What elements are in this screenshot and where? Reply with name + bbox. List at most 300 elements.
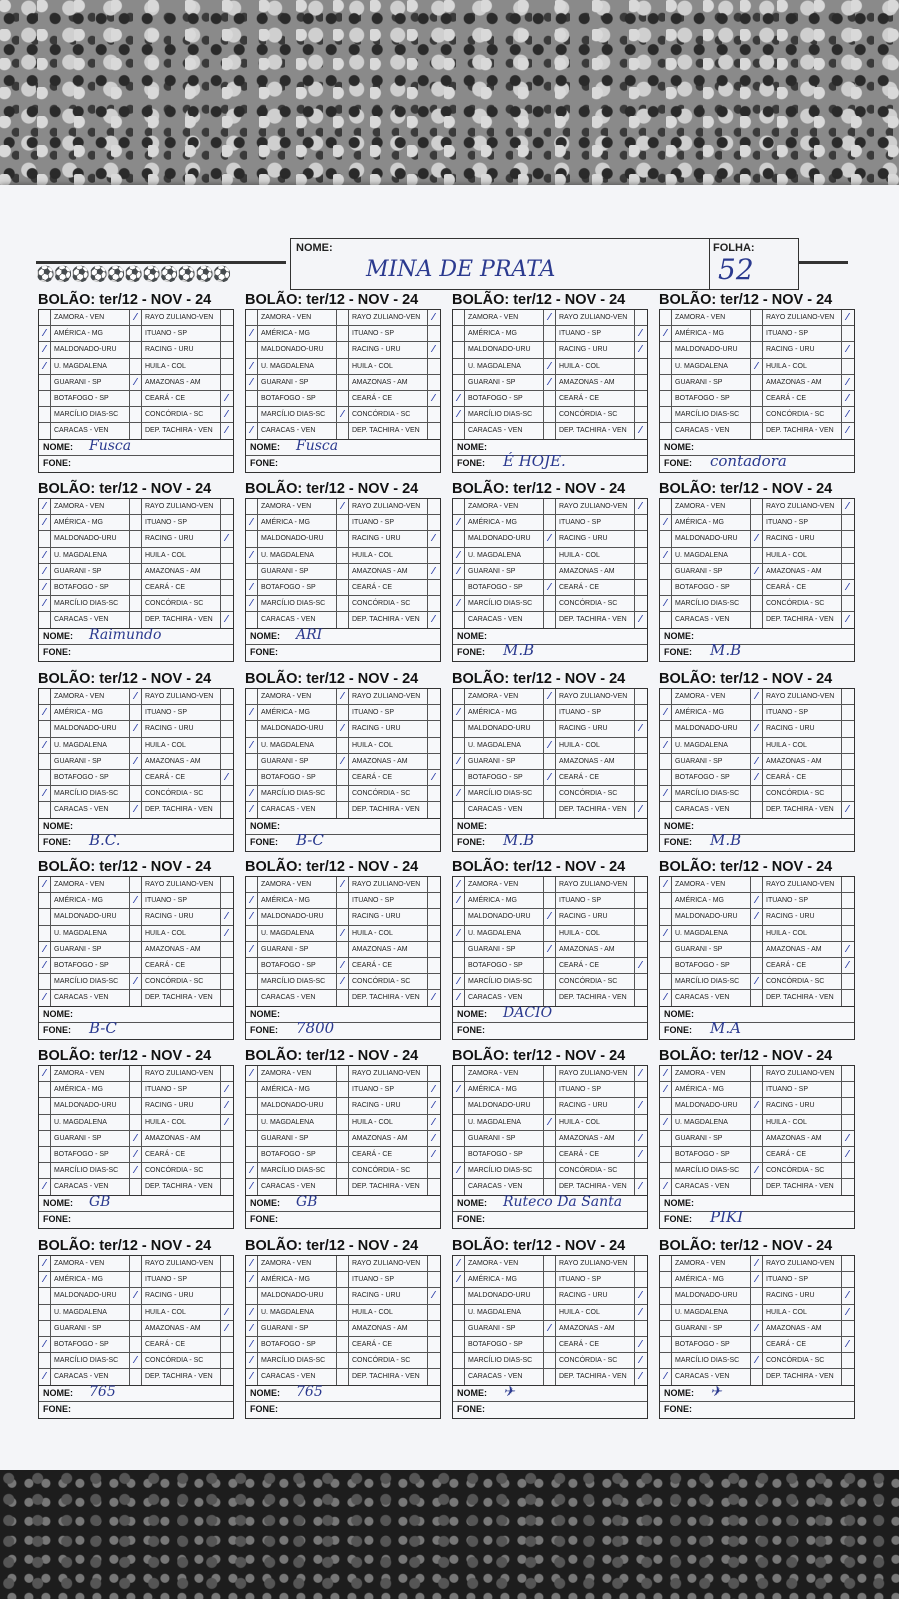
- away-pick-box[interactable]: [221, 612, 232, 627]
- home-pick-box[interactable]: [453, 391, 465, 406]
- home-pick-box[interactable]: [246, 612, 258, 627]
- draw-pick-box[interactable]: [751, 754, 763, 769]
- home-pick-box[interactable]: [660, 359, 672, 374]
- home-pick-box[interactable]: [39, 877, 51, 892]
- away-pick-box[interactable]: [842, 942, 853, 957]
- away-pick-box[interactable]: [842, 310, 853, 325]
- away-pick-box[interactable]: [428, 786, 439, 801]
- away-pick-box[interactable]: [428, 1288, 439, 1303]
- draw-pick-box[interactable]: [751, 1115, 763, 1130]
- away-pick-box[interactable]: [635, 1163, 646, 1178]
- home-pick-box[interactable]: [246, 802, 258, 817]
- home-pick-box[interactable]: [246, 1256, 258, 1271]
- draw-pick-box[interactable]: [337, 612, 349, 627]
- home-pick-box[interactable]: [246, 958, 258, 973]
- draw-pick-box[interactable]: [337, 942, 349, 957]
- sheet-name-box[interactable]: [290, 238, 710, 290]
- draw-pick-box[interactable]: [544, 958, 556, 973]
- home-pick-box[interactable]: [453, 958, 465, 973]
- home-pick-box[interactable]: [453, 1353, 465, 1368]
- away-pick-box[interactable]: [428, 342, 439, 357]
- draw-pick-box[interactable]: [337, 754, 349, 769]
- home-pick-box[interactable]: [660, 1098, 672, 1113]
- home-pick-box[interactable]: [246, 942, 258, 957]
- draw-pick-box[interactable]: [130, 754, 142, 769]
- nome-value[interactable]: 765: [89, 1383, 116, 1400]
- home-pick-box[interactable]: [39, 1305, 51, 1320]
- away-pick-box[interactable]: [221, 738, 232, 753]
- draw-pick-box[interactable]: [130, 942, 142, 957]
- away-pick-box[interactable]: [221, 770, 232, 785]
- home-pick-box[interactable]: [660, 1066, 672, 1081]
- home-pick-box[interactable]: [660, 1082, 672, 1097]
- home-pick-box[interactable]: [453, 990, 465, 1005]
- away-pick-box[interactable]: [635, 705, 646, 720]
- away-pick-box[interactable]: [221, 1337, 232, 1352]
- away-pick-box[interactable]: [428, 738, 439, 753]
- home-pick-box[interactable]: [39, 548, 51, 563]
- home-pick-box[interactable]: [39, 802, 51, 817]
- away-pick-box[interactable]: [842, 990, 853, 1005]
- away-pick-box[interactable]: [635, 310, 646, 325]
- home-pick-box[interactable]: [660, 738, 672, 753]
- draw-pick-box[interactable]: [130, 326, 142, 341]
- draw-pick-box[interactable]: [751, 359, 763, 374]
- draw-pick-box[interactable]: [130, 770, 142, 785]
- home-pick-box[interactable]: [453, 423, 465, 438]
- home-pick-box[interactable]: [660, 1256, 672, 1271]
- away-pick-box[interactable]: [428, 407, 439, 422]
- home-pick-box[interactable]: [246, 359, 258, 374]
- home-pick-box[interactable]: [39, 1337, 51, 1352]
- home-pick-box[interactable]: [39, 407, 51, 422]
- draw-pick-box[interactable]: [130, 580, 142, 595]
- home-pick-box[interactable]: [660, 375, 672, 390]
- away-pick-box[interactable]: [221, 990, 232, 1005]
- away-pick-box[interactable]: [842, 612, 853, 627]
- away-pick-box[interactable]: [221, 802, 232, 817]
- home-pick-box[interactable]: [246, 1305, 258, 1320]
- home-pick-box[interactable]: [39, 958, 51, 973]
- home-pick-box[interactable]: [453, 1066, 465, 1081]
- draw-pick-box[interactable]: [544, 1369, 556, 1384]
- draw-pick-box[interactable]: [544, 1272, 556, 1287]
- away-pick-box[interactable]: [428, 1337, 439, 1352]
- home-pick-box[interactable]: [246, 310, 258, 325]
- draw-pick-box[interactable]: [130, 375, 142, 390]
- draw-pick-box[interactable]: [130, 1272, 142, 1287]
- sheet-number-box[interactable]: [708, 238, 799, 290]
- away-pick-box[interactable]: [428, 1256, 439, 1271]
- draw-pick-box[interactable]: [337, 1163, 349, 1178]
- away-pick-box[interactable]: [428, 974, 439, 989]
- home-pick-box[interactable]: [660, 958, 672, 973]
- away-pick-box[interactable]: [428, 531, 439, 546]
- home-pick-box[interactable]: [39, 391, 51, 406]
- draw-pick-box[interactable]: [544, 721, 556, 736]
- away-pick-box[interactable]: [428, 958, 439, 973]
- away-pick-box[interactable]: [221, 705, 232, 720]
- away-pick-box[interactable]: [428, 802, 439, 817]
- away-pick-box[interactable]: [221, 926, 232, 941]
- draw-pick-box[interactable]: [544, 612, 556, 627]
- fone-value[interactable]: É HOJE.: [503, 451, 566, 470]
- away-pick-box[interactable]: [221, 893, 232, 908]
- away-pick-box[interactable]: [635, 499, 646, 514]
- home-pick-box[interactable]: [246, 1163, 258, 1178]
- home-pick-box[interactable]: [660, 1288, 672, 1303]
- home-pick-box[interactable]: [660, 564, 672, 579]
- home-pick-box[interactable]: [39, 1082, 51, 1097]
- home-pick-box[interactable]: [246, 375, 258, 390]
- home-pick-box[interactable]: [39, 359, 51, 374]
- home-pick-box[interactable]: [660, 786, 672, 801]
- draw-pick-box[interactable]: [130, 1337, 142, 1352]
- away-pick-box[interactable]: [221, 1353, 232, 1368]
- draw-pick-box[interactable]: [751, 942, 763, 957]
- fone-value[interactable]: M.B: [710, 830, 742, 849]
- home-pick-box[interactable]: [660, 391, 672, 406]
- away-pick-box[interactable]: [428, 1098, 439, 1113]
- draw-pick-box[interactable]: [544, 926, 556, 941]
- draw-pick-box[interactable]: [751, 705, 763, 720]
- draw-pick-box[interactable]: [544, 1163, 556, 1178]
- home-pick-box[interactable]: [39, 721, 51, 736]
- draw-pick-box[interactable]: [337, 738, 349, 753]
- home-pick-box[interactable]: [453, 1147, 465, 1162]
- draw-pick-box[interactable]: [337, 1131, 349, 1146]
- draw-pick-box[interactable]: [130, 1321, 142, 1336]
- draw-pick-box[interactable]: [544, 1337, 556, 1352]
- home-pick-box[interactable]: [660, 770, 672, 785]
- draw-pick-box[interactable]: [751, 990, 763, 1005]
- away-pick-box[interactable]: [635, 1147, 646, 1162]
- home-pick-box[interactable]: [39, 515, 51, 530]
- home-pick-box[interactable]: [453, 1115, 465, 1130]
- home-pick-box[interactable]: [39, 580, 51, 595]
- draw-pick-box[interactable]: [130, 1256, 142, 1271]
- home-pick-box[interactable]: [453, 548, 465, 563]
- draw-pick-box[interactable]: [130, 596, 142, 611]
- home-pick-box[interactable]: [39, 942, 51, 957]
- draw-pick-box[interactable]: [751, 721, 763, 736]
- away-pick-box[interactable]: [428, 877, 439, 892]
- home-pick-box[interactable]: [39, 689, 51, 704]
- draw-pick-box[interactable]: [337, 802, 349, 817]
- away-pick-box[interactable]: [221, 1369, 232, 1384]
- home-pick-box[interactable]: [660, 877, 672, 892]
- draw-pick-box[interactable]: [337, 596, 349, 611]
- away-pick-box[interactable]: [221, 1272, 232, 1287]
- away-pick-box[interactable]: [842, 1369, 853, 1384]
- away-pick-box[interactable]: [635, 612, 646, 627]
- away-pick-box[interactable]: [635, 1131, 646, 1146]
- draw-pick-box[interactable]: [751, 1288, 763, 1303]
- home-pick-box[interactable]: [39, 738, 51, 753]
- home-pick-box[interactable]: [453, 802, 465, 817]
- home-pick-box[interactable]: [453, 721, 465, 736]
- home-pick-box[interactable]: [453, 770, 465, 785]
- home-pick-box[interactable]: [660, 1147, 672, 1162]
- away-pick-box[interactable]: [428, 612, 439, 627]
- draw-pick-box[interactable]: [751, 689, 763, 704]
- draw-pick-box[interactable]: [130, 342, 142, 357]
- draw-pick-box[interactable]: [130, 548, 142, 563]
- draw-pick-box[interactable]: [544, 342, 556, 357]
- home-pick-box[interactable]: [246, 499, 258, 514]
- draw-pick-box[interactable]: [130, 721, 142, 736]
- draw-pick-box[interactable]: [544, 1321, 556, 1336]
- draw-pick-box[interactable]: [130, 499, 142, 514]
- away-pick-box[interactable]: [842, 770, 853, 785]
- away-pick-box[interactable]: [428, 359, 439, 374]
- draw-pick-box[interactable]: [751, 310, 763, 325]
- away-pick-box[interactable]: [428, 391, 439, 406]
- home-pick-box[interactable]: [660, 342, 672, 357]
- home-pick-box[interactable]: [660, 310, 672, 325]
- home-pick-box[interactable]: [453, 375, 465, 390]
- home-pick-box[interactable]: [453, 1256, 465, 1271]
- away-pick-box[interactable]: [635, 1179, 646, 1194]
- home-pick-box[interactable]: [660, 612, 672, 627]
- home-pick-box[interactable]: [660, 499, 672, 514]
- fone-value[interactable]: B-C: [296, 830, 324, 849]
- draw-pick-box[interactable]: [130, 958, 142, 973]
- away-pick-box[interactable]: [428, 754, 439, 769]
- draw-pick-box[interactable]: [130, 1163, 142, 1178]
- away-pick-box[interactable]: [428, 326, 439, 341]
- home-pick-box[interactable]: [246, 515, 258, 530]
- draw-pick-box[interactable]: [544, 802, 556, 817]
- away-pick-box[interactable]: [221, 721, 232, 736]
- home-pick-box[interactable]: [246, 974, 258, 989]
- away-pick-box[interactable]: [635, 596, 646, 611]
- draw-pick-box[interactable]: [130, 515, 142, 530]
- draw-pick-box[interactable]: [337, 375, 349, 390]
- away-pick-box[interactable]: [221, 423, 232, 438]
- home-pick-box[interactable]: [453, 1369, 465, 1384]
- nome-value[interactable]: DACIO: [503, 1004, 553, 1021]
- draw-pick-box[interactable]: [544, 893, 556, 908]
- home-pick-box[interactable]: [246, 770, 258, 785]
- home-pick-box[interactable]: [453, 326, 465, 341]
- away-pick-box[interactable]: [635, 1305, 646, 1320]
- draw-pick-box[interactable]: [130, 423, 142, 438]
- away-pick-box[interactable]: [842, 705, 853, 720]
- draw-pick-box[interactable]: [337, 359, 349, 374]
- draw-pick-box[interactable]: [544, 1179, 556, 1194]
- home-pick-box[interactable]: [246, 423, 258, 438]
- away-pick-box[interactable]: [635, 738, 646, 753]
- draw-pick-box[interactable]: [337, 564, 349, 579]
- away-pick-box[interactable]: [842, 974, 853, 989]
- draw-pick-box[interactable]: [751, 1256, 763, 1271]
- home-pick-box[interactable]: [660, 1272, 672, 1287]
- draw-pick-box[interactable]: [337, 515, 349, 530]
- away-pick-box[interactable]: [221, 1131, 232, 1146]
- draw-pick-box[interactable]: [130, 391, 142, 406]
- home-pick-box[interactable]: [39, 342, 51, 357]
- draw-pick-box[interactable]: [751, 1082, 763, 1097]
- home-pick-box[interactable]: [39, 375, 51, 390]
- draw-pick-box[interactable]: [337, 926, 349, 941]
- away-pick-box[interactable]: [428, 1353, 439, 1368]
- draw-pick-box[interactable]: [130, 990, 142, 1005]
- draw-pick-box[interactable]: [337, 721, 349, 736]
- home-pick-box[interactable]: [453, 564, 465, 579]
- away-pick-box[interactable]: [635, 1321, 646, 1336]
- home-pick-box[interactable]: [39, 423, 51, 438]
- draw-pick-box[interactable]: [130, 531, 142, 546]
- draw-pick-box[interactable]: [544, 359, 556, 374]
- away-pick-box[interactable]: [428, 990, 439, 1005]
- away-pick-box[interactable]: [842, 877, 853, 892]
- draw-pick-box[interactable]: [130, 1288, 142, 1303]
- draw-pick-box[interactable]: [544, 974, 556, 989]
- home-pick-box[interactable]: [453, 310, 465, 325]
- draw-pick-box[interactable]: [130, 1131, 142, 1146]
- away-pick-box[interactable]: [635, 1066, 646, 1081]
- away-pick-box[interactable]: [842, 1321, 853, 1336]
- home-pick-box[interactable]: [246, 1321, 258, 1336]
- draw-pick-box[interactable]: [337, 877, 349, 892]
- home-pick-box[interactable]: [660, 531, 672, 546]
- fone-value[interactable]: M.B: [503, 640, 535, 659]
- away-pick-box[interactable]: [635, 877, 646, 892]
- away-pick-box[interactable]: [221, 877, 232, 892]
- away-pick-box[interactable]: [635, 893, 646, 908]
- draw-pick-box[interactable]: [751, 564, 763, 579]
- home-pick-box[interactable]: [39, 1256, 51, 1271]
- draw-pick-box[interactable]: [130, 802, 142, 817]
- home-pick-box[interactable]: [39, 770, 51, 785]
- away-pick-box[interactable]: [635, 1115, 646, 1130]
- away-pick-box[interactable]: [221, 515, 232, 530]
- draw-pick-box[interactable]: [751, 548, 763, 563]
- home-pick-box[interactable]: [39, 531, 51, 546]
- away-pick-box[interactable]: [635, 926, 646, 941]
- home-pick-box[interactable]: [453, 909, 465, 924]
- home-pick-box[interactable]: [246, 1131, 258, 1146]
- draw-pick-box[interactable]: [544, 580, 556, 595]
- away-pick-box[interactable]: [221, 1098, 232, 1113]
- away-pick-box[interactable]: [842, 1163, 853, 1178]
- draw-pick-box[interactable]: [337, 391, 349, 406]
- draw-pick-box[interactable]: [544, 1066, 556, 1081]
- away-pick-box[interactable]: [842, 893, 853, 908]
- home-pick-box[interactable]: [246, 990, 258, 1005]
- home-pick-box[interactable]: [246, 1115, 258, 1130]
- draw-pick-box[interactable]: [337, 1353, 349, 1368]
- draw-pick-box[interactable]: [130, 738, 142, 753]
- home-pick-box[interactable]: [246, 893, 258, 908]
- home-pick-box[interactable]: [246, 531, 258, 546]
- draw-pick-box[interactable]: [130, 1098, 142, 1113]
- draw-pick-box[interactable]: [751, 515, 763, 530]
- home-pick-box[interactable]: [39, 1353, 51, 1368]
- away-pick-box[interactable]: [842, 689, 853, 704]
- away-pick-box[interactable]: [635, 531, 646, 546]
- draw-pick-box[interactable]: [544, 689, 556, 704]
- home-pick-box[interactable]: [660, 1131, 672, 1146]
- away-pick-box[interactable]: [842, 1082, 853, 1097]
- home-pick-box[interactable]: [453, 689, 465, 704]
- away-pick-box[interactable]: [428, 770, 439, 785]
- home-pick-box[interactable]: [39, 1098, 51, 1113]
- draw-pick-box[interactable]: [751, 1353, 763, 1368]
- away-pick-box[interactable]: [635, 802, 646, 817]
- away-pick-box[interactable]: [842, 721, 853, 736]
- away-pick-box[interactable]: [842, 802, 853, 817]
- home-pick-box[interactable]: [39, 926, 51, 941]
- draw-pick-box[interactable]: [130, 926, 142, 941]
- away-pick-box[interactable]: [842, 423, 853, 438]
- draw-pick-box[interactable]: [751, 375, 763, 390]
- away-pick-box[interactable]: [428, 926, 439, 941]
- away-pick-box[interactable]: [635, 580, 646, 595]
- home-pick-box[interactable]: [246, 1337, 258, 1352]
- draw-pick-box[interactable]: [751, 596, 763, 611]
- home-pick-box[interactable]: [39, 1272, 51, 1287]
- home-pick-box[interactable]: [246, 738, 258, 753]
- away-pick-box[interactable]: [842, 580, 853, 595]
- draw-pick-box[interactable]: [751, 786, 763, 801]
- home-pick-box[interactable]: [39, 326, 51, 341]
- draw-pick-box[interactable]: [751, 1098, 763, 1113]
- draw-pick-box[interactable]: [337, 909, 349, 924]
- draw-pick-box[interactable]: [337, 1305, 349, 1320]
- away-pick-box[interactable]: [221, 548, 232, 563]
- home-pick-box[interactable]: [39, 310, 51, 325]
- draw-pick-box[interactable]: [130, 1369, 142, 1384]
- draw-pick-box[interactable]: [544, 548, 556, 563]
- home-pick-box[interactable]: [453, 342, 465, 357]
- home-pick-box[interactable]: [453, 499, 465, 514]
- draw-pick-box[interactable]: [337, 326, 349, 341]
- home-pick-box[interactable]: [453, 705, 465, 720]
- home-pick-box[interactable]: [660, 1353, 672, 1368]
- fone-value[interactable]: M.A: [710, 1018, 741, 1037]
- away-pick-box[interactable]: [635, 515, 646, 530]
- home-pick-box[interactable]: [39, 596, 51, 611]
- draw-pick-box[interactable]: [751, 1147, 763, 1162]
- draw-pick-box[interactable]: [130, 1305, 142, 1320]
- nome-value[interactable]: 765: [296, 1383, 323, 1400]
- home-pick-box[interactable]: [39, 1321, 51, 1336]
- away-pick-box[interactable]: [428, 423, 439, 438]
- draw-pick-box[interactable]: [130, 877, 142, 892]
- draw-pick-box[interactable]: [751, 391, 763, 406]
- draw-pick-box[interactable]: [337, 1066, 349, 1081]
- draw-pick-box[interactable]: [751, 1337, 763, 1352]
- nome-value[interactable]: ARI: [296, 626, 323, 643]
- home-pick-box[interactable]: [453, 926, 465, 941]
- away-pick-box[interactable]: [428, 1179, 439, 1194]
- home-pick-box[interactable]: [660, 926, 672, 941]
- away-pick-box[interactable]: [842, 326, 853, 341]
- draw-pick-box[interactable]: [130, 1179, 142, 1194]
- away-pick-box[interactable]: [428, 1305, 439, 1320]
- home-pick-box[interactable]: [660, 942, 672, 957]
- draw-pick-box[interactable]: [544, 564, 556, 579]
- home-pick-box[interactable]: [660, 580, 672, 595]
- home-pick-box[interactable]: [660, 515, 672, 530]
- home-pick-box[interactable]: [39, 499, 51, 514]
- away-pick-box[interactable]: [635, 1272, 646, 1287]
- away-pick-box[interactable]: [842, 391, 853, 406]
- fone-value[interactable]: M.B: [710, 640, 742, 659]
- draw-pick-box[interactable]: [337, 1288, 349, 1303]
